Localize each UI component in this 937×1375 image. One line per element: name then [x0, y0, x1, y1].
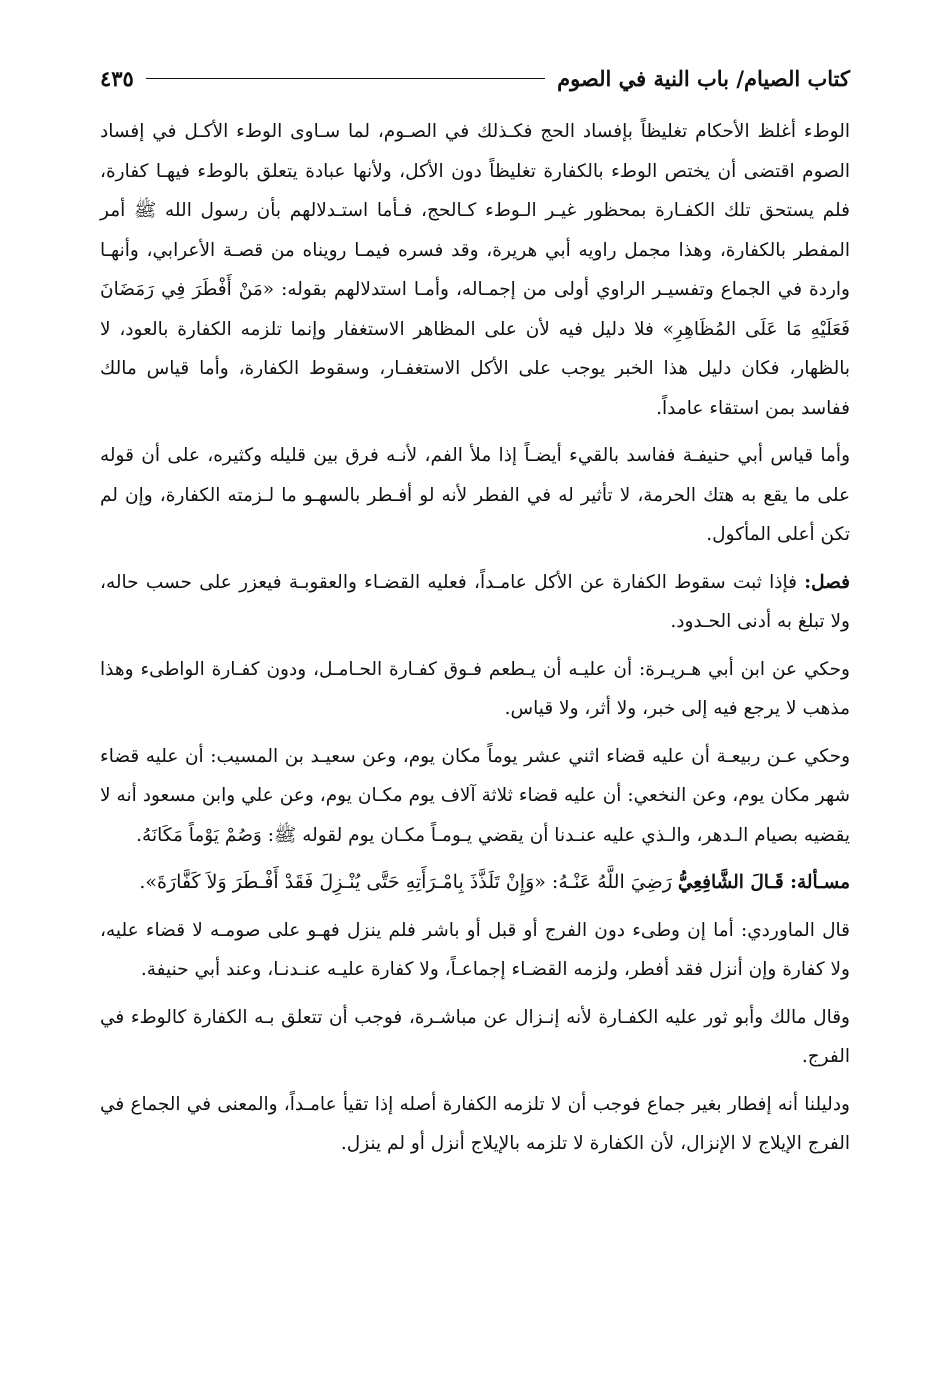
paragraph-text: وأما قياس أبي حنيفـة ففاسد بالقيء أيضـاً إذا ملأ الفم، لأنـه فرق بين قليله وكثيره، على أن قوله على ما يقع به هتك الحرمة، لا تأثير له في الفطر لأنه لو أفـطر بالسهـو ما لـزمته الكفارة، وإن لم تكن أعلى المأكول.	[100, 445, 850, 545]
paragraph-7	[100, 911, 850, 990]
paragraph-text: قال الماوردي: أما إن وطىء دون الفرج أو قبل أو باشر فلم ينزل فهـو على صومـه لا قضاء عليه، ولا كفارة وإن أنزل فقد أفطر، ولزمه القضـاء إجماعـاً، ولا كفارة عليـه عنـدنـا، وعند أبي حنيفة.	[100, 919, 850, 980]
paragraph-6	[100, 863, 850, 903]
section-heading-masala: مسـألة: قَـالَ الشَّافِعِيُّ	[677, 872, 850, 893]
page-header	[100, 58, 850, 98]
paragraph-text: وقال مالك وأبو ثور عليه الكفـارة لأنه إنـزال عن مباشـرة، فوجب أن تتعلق بـه الكفارة كالوطء في الفرج.	[100, 1006, 850, 1067]
running-title: كتاب الصيام/ باب النية في الصوم	[557, 65, 850, 91]
paragraph-text: الوطء أغلظ الأحكام تغليظاً بإفساد الحج فكـذلك في الصـوم، لما سـاوى الوطء الأكـل في إفساد الصوم اقتضى أن يختص الوطء بالكفارة تغليظاً دون الأكل، ولأنها عبادة يتعلق بالوطء فيهـا كفارة، فلم يستحق تلك الكفـارة بمحظور غيـر الـوطء كـالحج، فـأما استـدلالهم بأن رسول الله ﷺ أمر المفطر بالكفارة، وهذا مجمل راويه أبي هريرة، وقد فسره فيمـا رويناه من قصـة الأعرابي، وأنهـا واردة في الجماع وتفسيـر الراوي أولى من إجمـاله، وأمـا استدلالهم بقوله: «مَنْ أَفْطَرَ فِي رَمَضَانَ فَعَلَيْهِ مَا عَلَى المُظَاهِرِ» فلا دليل فيه لأن على المظاهر الاستغفار وإنما تلزمه الكفارة بالعود، لا بالظهار، فكان دليل هذا الخبر يوجب على الأكل الاستغفـار، وسقوط الكفارة، وأما قياس مالك ففاسد بمن استقاء عامداً.	[100, 121, 850, 419]
page-number: ٤٣٥	[100, 65, 134, 91]
paragraph-text: وحكي عن ابن أبي هـريـرة: أن عليـه أن يـطعم فـوق كفـارة الحـامـل، ودون كفـارة الواطىء وهذا مذهب لا يرجع فيه إلى خبر، ولا أثر، ولا قياس.	[100, 658, 850, 719]
book-page	[100, 58, 850, 1172]
paragraph-8	[100, 998, 850, 1077]
paragraph-4	[100, 650, 850, 729]
section-heading-fasl: فصل:	[804, 571, 850, 593]
paragraph-1	[100, 112, 850, 428]
paragraph-text: فإذا ثبت سقوط الكفارة عن الأكل عامـداً، فعليه القضـاء والعقوبـة فيعزر على حسب حاله، ولا تبلغ به أدنى الحـدود.	[100, 571, 850, 632]
paragraph-2	[100, 436, 850, 555]
paragraph-3	[100, 563, 850, 642]
paragraph-text: ودليلنا أنه إفطار بغير جماع فوجب أن لا تلزمه الكفارة أصله إذا تقيأ عامـداً، والمعنى في الجماع في الفرج الإيلاج لا الإنزال، لأن الكفارة لا تلزمه بالإيلاج أنزل أو لم ينزل.	[100, 1093, 850, 1154]
paragraph-9	[100, 1085, 850, 1164]
paragraph-text: وحكي عـن ربيعـة أن عليه قضاء اثني عشر يوماً مكان يوم، وعن سعيـد بن المسيب: أن عليه قضاء شهر مكان يوم، وعن النخعي: أن عليه قضاء ثلاثة آلاف يوم مكـان يوم، وعن علي وابن مسعود أنه لا يقضيه بصيام الـدهر، والـذي عليه عنـدنا أن يقضي يـومـاً مكـان يوم لقوله ﷺ: وَصُمْ يَوْماً مَكَانَهُ.	[100, 745, 850, 846]
paragraph-5	[100, 737, 850, 856]
paragraph-text: رَضِيَ اللَّهُ عَنْـهُ: «وَإِنْ تَلَذَّذَ بِامْـرَأَتِهِ حَتَّى يُنْـزِلَ فَقَدْ أَفْـطَرَ وَلاَ كَفَّارَةَ».	[139, 871, 672, 893]
header-rule	[146, 78, 545, 79]
